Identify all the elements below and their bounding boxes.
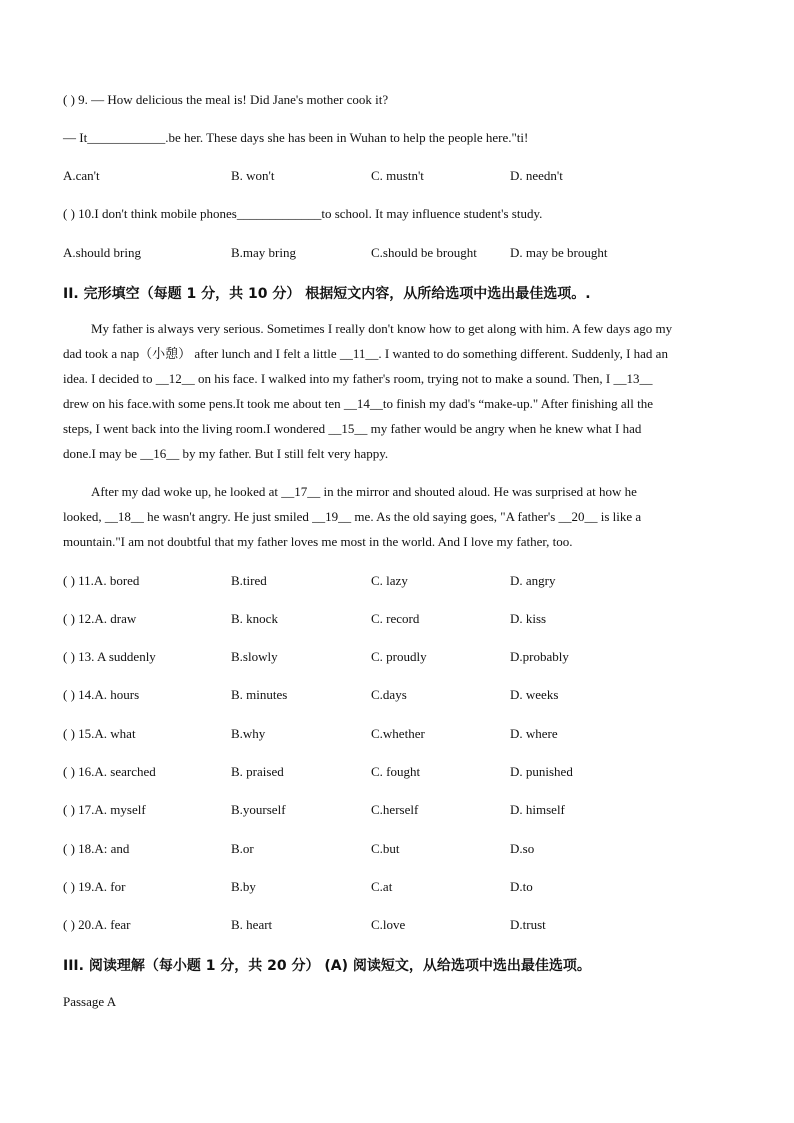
question-15 xyxy=(63,726,743,744)
option-b: B. heart xyxy=(231,917,273,932)
paragraph-line: My father is always very serious. Sometimes I really don't know how to get along with him. A few days ago my xyxy=(91,321,673,336)
question-13 xyxy=(63,649,743,667)
question-17 xyxy=(63,802,743,820)
paragraph-line: looked, __18__ he wasn't angry. He just smiled __19__ me. As the old saying goes, "A father's __20__ is like a xyxy=(63,509,642,524)
paragraph-line: done.I may be __16__ by my father. But I still felt very happy. xyxy=(63,446,389,461)
option-b: B.or xyxy=(231,841,254,856)
cloze-paragraph-1 xyxy=(63,316,723,466)
question-11 xyxy=(63,573,743,591)
paragraph-line: idea. I decided to __12__ on his face. I walked into my father's room, trying not to make a sound. Then, I __13__ xyxy=(63,371,653,386)
option-b: B.may bring xyxy=(231,245,296,260)
option-c: C. fought xyxy=(371,764,421,779)
question-number-option-a: ( ) 11.A. bored xyxy=(63,573,140,588)
option-b: B.tired xyxy=(231,573,267,588)
paragraph-line: After my dad woke up, he looked at __17__ in the mirror and shouted aloud. He was surprised at how he xyxy=(91,484,637,499)
option-a: A.should bring xyxy=(63,245,141,260)
option-c: C. proudly xyxy=(371,649,427,664)
option-d: D. kiss xyxy=(510,611,547,626)
question-number-option-a: ( ) 14.A. hours xyxy=(63,687,140,702)
option-b: B.by xyxy=(231,879,256,894)
option-d: D.probably xyxy=(510,649,569,664)
option-d: D. punished xyxy=(510,764,573,779)
option-d: D. where xyxy=(510,726,558,741)
option-d: D. himself xyxy=(510,802,565,817)
section-2-heading: II. 完形填空（每题 1 分，共 10 分） 根据短文内容，从所给选项中选出最佳选项。. xyxy=(63,286,591,302)
question-number-option-a: ( ) 19.A. for xyxy=(63,879,126,894)
question-9: ( ) 9. — How delicious the meal is! Did Jane's mother cook it? xyxy=(63,92,389,107)
question-number-option-a: ( ) 20.A. fear xyxy=(63,917,131,932)
option-c: C. mustn't xyxy=(371,168,424,183)
option-d: D. angry xyxy=(510,573,556,588)
option-b: B. minutes xyxy=(231,687,288,702)
option-c: C.but xyxy=(371,841,400,856)
passage-label: Passage A xyxy=(63,994,117,1009)
paragraph-line: steps, I went back into the living room.I wondered __15__ my father would be angry when he knew what I had xyxy=(63,421,642,436)
question-number-option-a: ( ) 15.A. what xyxy=(63,726,136,741)
question-9-options xyxy=(63,168,743,186)
option-c: C.herself xyxy=(371,802,419,817)
question-number-option-a: ( ) 17.A. myself xyxy=(63,802,146,817)
question-18 xyxy=(63,841,743,859)
cloze-paragraph-2 xyxy=(63,479,723,554)
question-9-answer-line: — It____________.be her. These days she has been in Wuhan to help the people here."ti! xyxy=(63,130,529,145)
question-12 xyxy=(63,611,743,629)
option-b: B.yourself xyxy=(231,802,286,817)
option-b: B.why xyxy=(231,726,266,741)
option-d: D. weeks xyxy=(510,687,559,702)
option-b: B.slowly xyxy=(231,649,278,664)
question-number-option-a: ( ) 18.A: and xyxy=(63,841,130,856)
option-c: C.whether xyxy=(371,726,425,741)
option-b: B. won't xyxy=(231,168,275,183)
paragraph-line: mountain."I am not doubtful that my father loves me most in the world. And I love my father, too. xyxy=(63,534,573,549)
option-c: C.days xyxy=(371,687,407,702)
paragraph-line: dad took a nap（小憩） after lunch and I felt a little __11__. I wanted to do something different. Suddenly, I had an xyxy=(63,346,668,361)
option-c: C. lazy xyxy=(371,573,408,588)
option-d: D.trust xyxy=(510,917,546,932)
option-b: B. knock xyxy=(231,611,278,626)
question-number-option-a: ( ) 13. A suddenly xyxy=(63,649,156,664)
paragraph-line: drew on his face.with some pens.It took me about ten __14__to finish my dad's “make-up." After finishing all the xyxy=(63,396,654,411)
option-c: C.at xyxy=(371,879,393,894)
question-number-option-a: ( ) 12.A. draw xyxy=(63,611,137,626)
option-c: C. record xyxy=(371,611,420,626)
option-d: D.to xyxy=(510,879,533,894)
question-number-option-a: ( ) 16.A. searched xyxy=(63,764,156,779)
option-d: D. needn't xyxy=(510,168,563,183)
question-19 xyxy=(63,879,743,897)
question-10-options xyxy=(63,245,743,263)
question-14 xyxy=(63,687,743,705)
question-20 xyxy=(63,917,743,935)
option-d: D. may be brought xyxy=(510,245,608,260)
question-10: ( ) 10.I don't think mobile phones_____________to school. It may influence student's study. xyxy=(63,206,543,221)
option-c: C.love xyxy=(371,917,406,932)
section-3-heading: III. 阅读理解（每小题 1 分，共 20 分） (A) 阅读短文，从给选项中选出最佳选项。 xyxy=(63,958,591,974)
question-16 xyxy=(63,764,743,782)
option-a: A.can't xyxy=(63,168,100,183)
option-c: C.should be brought xyxy=(371,245,477,260)
option-d: D.so xyxy=(510,841,535,856)
option-b: B. praised xyxy=(231,764,284,779)
